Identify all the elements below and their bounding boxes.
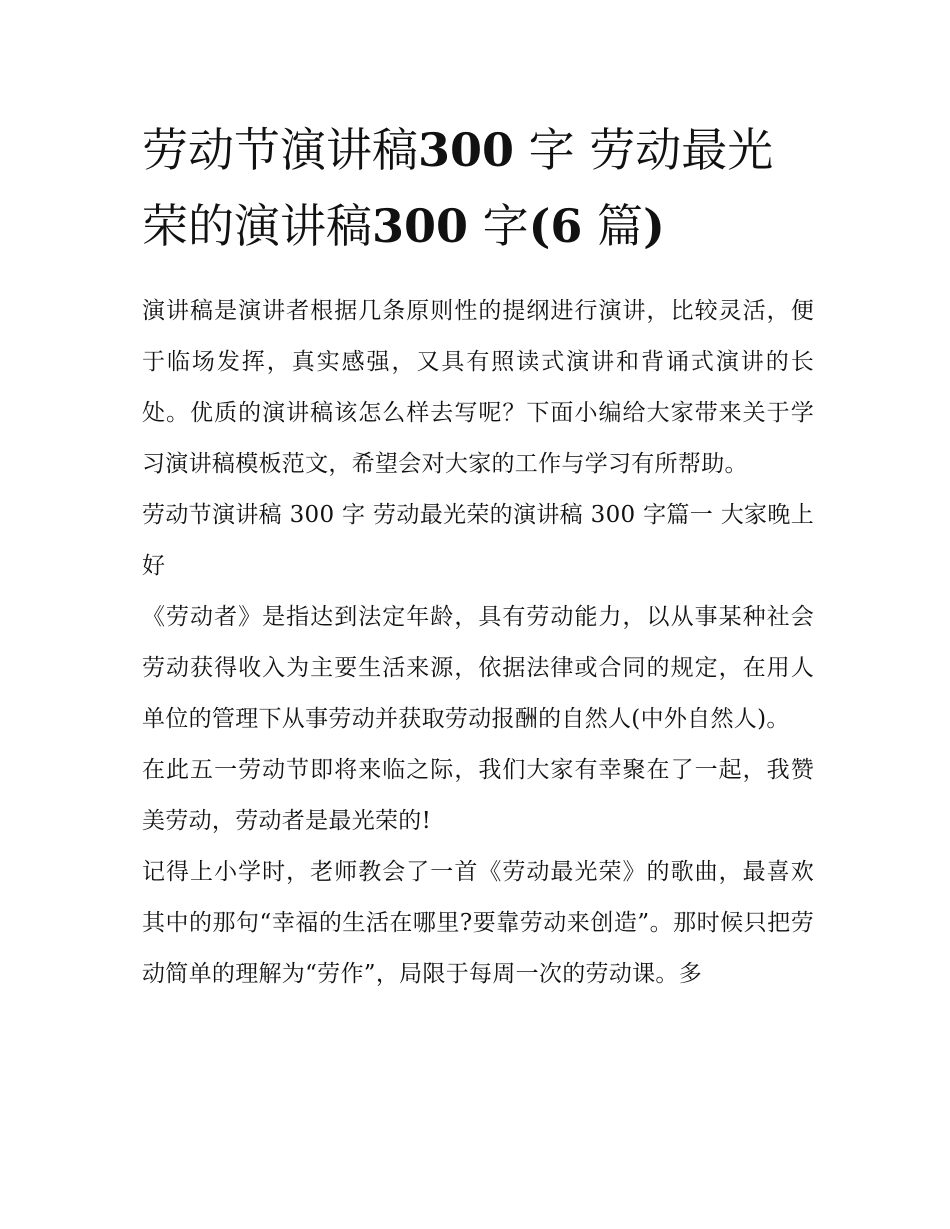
title-number-2: 300 bbox=[372, 199, 469, 253]
title-text-3: 字 bbox=[468, 199, 529, 253]
title-number-1: 300 bbox=[418, 123, 515, 177]
title-close-paren: ) bbox=[643, 199, 665, 253]
body-paragraph: 在此五一劳动节即将来临之际，我们大家有幸聚在了一起，我赞美劳动，劳动者是最光荣的! bbox=[142, 757, 814, 834]
body-paragraph: 《劳动者》是指达到法定年龄，具有劳动能力，以从事某种社会劳动获得收入为主要生活来源，依据法律或合同的规定，在用人单位的管理下从事劳动并获取劳动报酬的自然人(中外自然人)。 bbox=[142, 604, 814, 732]
title-text-1: 劳动节演讲稿 bbox=[142, 123, 418, 177]
title-text-4: 篇 bbox=[582, 199, 644, 253]
body-paragraph: 记得上小学时，老师教会了一首《劳动最光荣》的歌曲，最喜欢其中的那句“幸福的生活在哪里?要靠劳动来创造”。那时候只把劳动简单的理解为“劳作”，局限于每周一次的劳动课。多 bbox=[142, 859, 814, 987]
intro-paragraph: 演讲稿是演讲者根据几条原则性的提纲进行演讲，比较灵活，便于临场发挥，真实感强，又具有照读式演讲和背诵式演讲的长处。优质的演讲稿该怎么样去写呢？下面小编给大家带来关于学习演讲稿模板范文，希望会对大家的工作与学习有所帮助。 bbox=[142, 298, 814, 477]
title-text-2: 字 劳动最光荣的演讲稿 bbox=[142, 123, 774, 253]
document-page bbox=[142, 112, 814, 1000]
title-count: (6 bbox=[528, 199, 583, 253]
section-heading-paragraph: 劳动节演讲稿 300 字 劳动最光荣的演讲稿 300 字篇一 大家晚上好 bbox=[142, 502, 814, 579]
document-title bbox=[142, 112, 814, 264]
